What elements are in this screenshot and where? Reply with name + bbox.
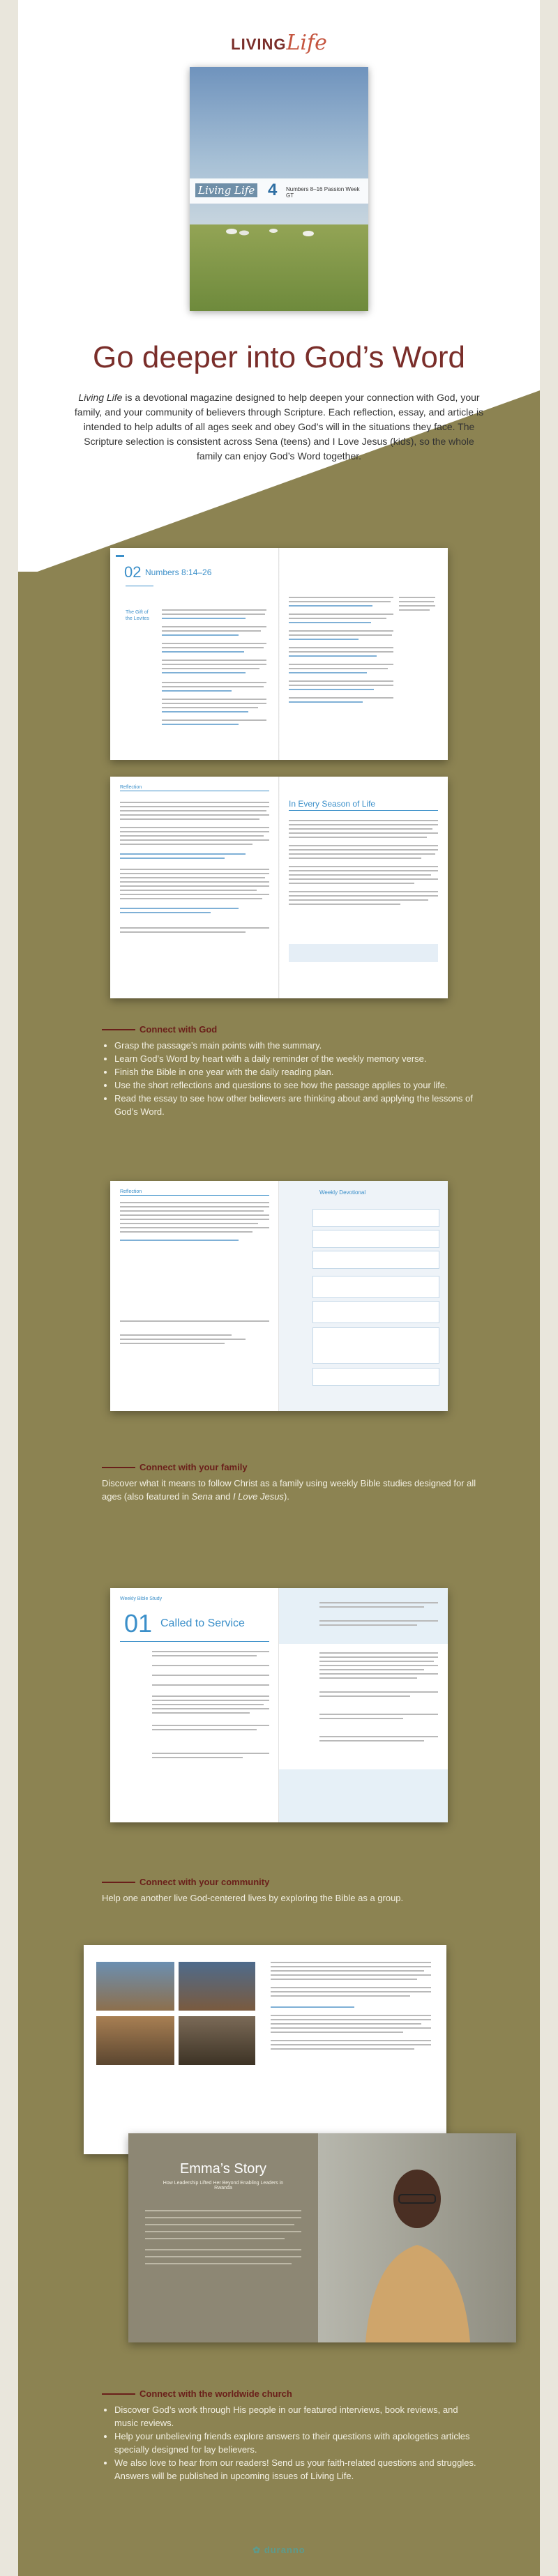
publisher-name: duranno — [264, 2545, 306, 2555]
intro-text: is a devotional magazine designed to help deepen your connection with God, your family, and your community of believers through Scripture. Each reflection, essay, and article is intended to help adults of all ages seek and obey God’s will in the situations they face. The Scripture selection is consistent across Sena (teens) and I Love Jesus (kids), so the whole family can enjoy God’s Word together. — [74, 392, 484, 462]
group-spread — [110, 1588, 448, 1822]
cover-brand: Living Life — [195, 183, 257, 197]
devotional-marker — [116, 555, 124, 557]
connect-church-section — [102, 2387, 478, 2483]
essay-callout — [289, 944, 438, 962]
cover-sky — [190, 67, 368, 229]
list-item: • Read the essay to see how other believers are thinking about and applying the lessons of God’s Word. — [114, 1092, 478, 1118]
cover-sheep — [190, 213, 368, 241]
connect-family-text: Discover what it means to follow Christ as a family using weekly Bible studies designed for all ages (also featured in Sena and I Love Jesus). — [102, 1478, 476, 1502]
story-portrait — [359, 2154, 470, 2342]
connect-church-title-text: Connect with the worldwide church — [140, 2388, 292, 2399]
article-photo-2 — [179, 1962, 255, 2011]
intro-paragraph — [74, 390, 484, 464]
publisher-logo — [18, 2545, 540, 2556]
connect-church-list — [102, 2403, 478, 2483]
connect-community-title — [102, 1875, 478, 1889]
connect-family-section — [102, 1461, 478, 1503]
magazine-cover — [190, 67, 368, 311]
list-item: • Learn God’s Word by heart with a daily reminder of the weekly memory verse. — [114, 1052, 478, 1065]
connect-god-title — [102, 1023, 478, 1036]
devotional-spread — [110, 548, 448, 760]
connect-god-section — [102, 1023, 478, 1118]
publisher-icon: ✿ — [252, 2545, 264, 2555]
connect-community-section — [102, 1875, 478, 1905]
connect-god-list — [102, 1039, 478, 1118]
list-item: • We also love to hear from our readers! Send us your faith-related questions and struggles. Answers will be published in upcoming issues of Living Life. — [114, 2456, 478, 2483]
devotional-chapter-ref: Numbers 8:14–26 — [145, 567, 212, 577]
brand-word-life: Life — [286, 31, 327, 55]
cover-issue-number: 4 — [268, 181, 278, 199]
page-headline: Go deeper into God’s Word — [92, 340, 465, 374]
essay-section-label: Reflection — [120, 785, 142, 790]
connect-family-title — [102, 1461, 478, 1474]
brand-logo — [18, 31, 540, 55]
devotional-chapter-num: 02 — [124, 563, 142, 581]
cover-tag — [190, 178, 368, 204]
article-photo-4 — [179, 2016, 255, 2065]
list-item: • Help your unbelieving friends explore answers to their questions with apologetics articles specially designed for lay believers. — [114, 2430, 478, 2456]
family-section-label: Reflection — [120, 1189, 142, 1194]
connect-god-title-text: Connect with God — [140, 1024, 218, 1035]
list-item: • Discover God’s work through His people in our featured interviews, book reviews, and music reviews. — [114, 2403, 478, 2430]
connect-community-title-text: Connect with your community — [140, 1877, 270, 1887]
connect-community-text: Help one another live God-centered lives by exploring the Bible as a group. — [102, 1893, 404, 1903]
list-item: • Use the short reflections and questions to see how the passage applies to your life. — [114, 1079, 478, 1092]
essay-spread — [110, 777, 448, 998]
group-num: 01 — [124, 1609, 153, 1638]
article-photo-3 — [96, 2016, 174, 2065]
cover-issue-text: Numbers 8–16 Passion Week GT — [286, 186, 360, 199]
list-item: • Grasp the passage’s main points with the summary. — [114, 1039, 478, 1052]
article-photo-1 — [96, 1962, 174, 2011]
story-spread — [128, 2133, 516, 2342]
story-title: Emma’s Story — [179, 2161, 267, 2177]
connect-family-title-text: Connect with your family — [140, 1462, 248, 1472]
family-spread — [110, 1181, 448, 1411]
essay-title: In Every Season of Life — [289, 799, 376, 809]
story-subtitle: How Leadership Lifted Her Beyond Enabling Leaders in Rwanda — [163, 2181, 284, 2190]
brand-word-living: LIVING — [231, 36, 287, 53]
page — [18, 0, 540, 2576]
intro-title: Living Life — [78, 392, 123, 403]
group-label: Weekly Bible Study — [120, 1596, 163, 1601]
article-spread — [84, 1945, 446, 2154]
connect-church-title — [102, 2387, 478, 2400]
group-title: Called to Service — [160, 1617, 245, 1629]
devotional-side-title: The Gift of the Levites — [126, 610, 149, 621]
list-item: • Finish the Bible in one year with the daily reading plan. — [114, 1065, 478, 1079]
family-memory-title: Weekly Devotional — [319, 1189, 366, 1196]
